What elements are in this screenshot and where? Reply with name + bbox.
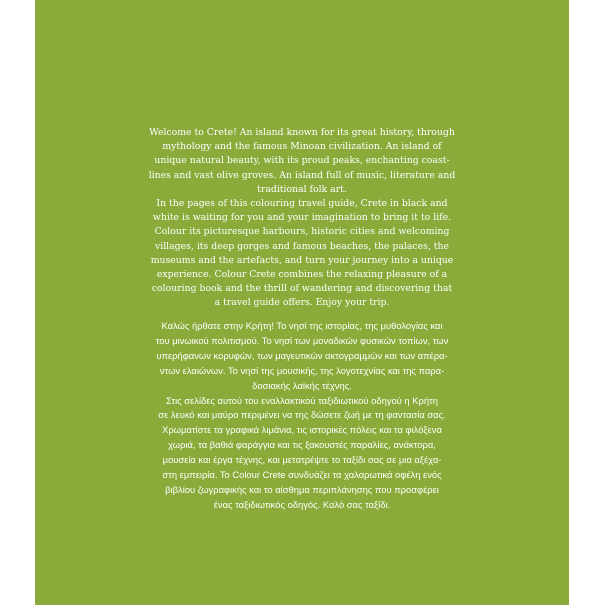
english-blurb <box>35 126 569 311</box>
greek-line: ένας ταξιδιωτικός οδηγός. Καλό σας ταξίδι. <box>213 498 391 510</box>
english-line: lines and vast olive groves. An island full of music, literature and <box>148 169 456 181</box>
english-line: experience. Colour Crete combines the relaxing pleasure of a <box>156 269 448 281</box>
greek-line: βιβλίου ζωγραφικής και το αίσθημα περιπλάνησης που προσφέρει <box>165 483 439 495</box>
english-line: Welcome to Crete! An island known for its great history, through <box>149 127 455 138</box>
english-line: museums and the artefacts, and turn your journey into a unique <box>150 254 454 266</box>
english-line: In the pages of this colouring travel guide, Crete in black and <box>156 198 448 210</box>
greek-line: μουσεία και έργα τέχνης, και μετατρέψτε το ταξίδι σας σε μια αξέχα- <box>162 454 442 466</box>
greek-line: σε λευκό και μαύρο περιμένει να της δώσετε ζωή με τη φαντασία σας. <box>158 409 446 421</box>
english-line: Colour its picturesque harbours, historic cities and welcoming <box>154 226 450 238</box>
greek-line: του μινωικού πολιτισμού. Το νησί των μοναδικών φυσικών τοπίων, των <box>155 334 449 346</box>
english-line: white is waiting for you and your imagination to bring it to life. <box>152 212 452 224</box>
english-line: a travel guide offers. Enjoy your trip. <box>214 297 390 309</box>
greek-line: Καλώς ήρθατε στην Κρήτη! Το νησί της ιστορίας, της μυθολογίας και <box>161 320 443 331</box>
greek-line: ντων ελαιώνων. Το νησί της μουσικής, της λογοτεχνίας και της παρα- <box>159 364 445 376</box>
english-line: traditional folk art. <box>257 183 347 195</box>
english-line: villages, its deep gorges and famous beaches, the palaces, the <box>154 240 450 252</box>
english-line: unique natural beauty, with its proud peaks, enchanting coast- <box>154 155 450 167</box>
english-line: colouring book and the thrill of wandering and discovering that <box>151 283 453 295</box>
greek-line: Στις σελίδες αυτού του εναλλακτικού ταξιδιωτικού οδηγού η Κρήτη <box>166 394 438 406</box>
greek-line: δοσιακής λαϊκής τέχνης. <box>252 379 352 391</box>
greek-blurb <box>35 319 569 513</box>
greek-line: Χρωματίστε τα γραφικά λιμάνια, τις ιστορικές πόλεις και τα φιλόξενα <box>162 424 442 436</box>
book-back-cover <box>35 0 569 605</box>
greek-line: υπερήφανων κορυφών, των μαγευτικών ακτογραμμών και των απέρα- <box>156 349 448 361</box>
greek-line: χωριά, τα βαθιά φαράγγια και τις ξακουστές παραλίες, ανάκτορα, <box>168 439 436 451</box>
greek-line: στη εμπειρία. Το Colour Crete συνδυάζει τα χαλαρωτικά οφέλη ενός <box>162 469 442 481</box>
english-line: mythology and the famous Minoan civilization. An island of <box>162 141 442 153</box>
